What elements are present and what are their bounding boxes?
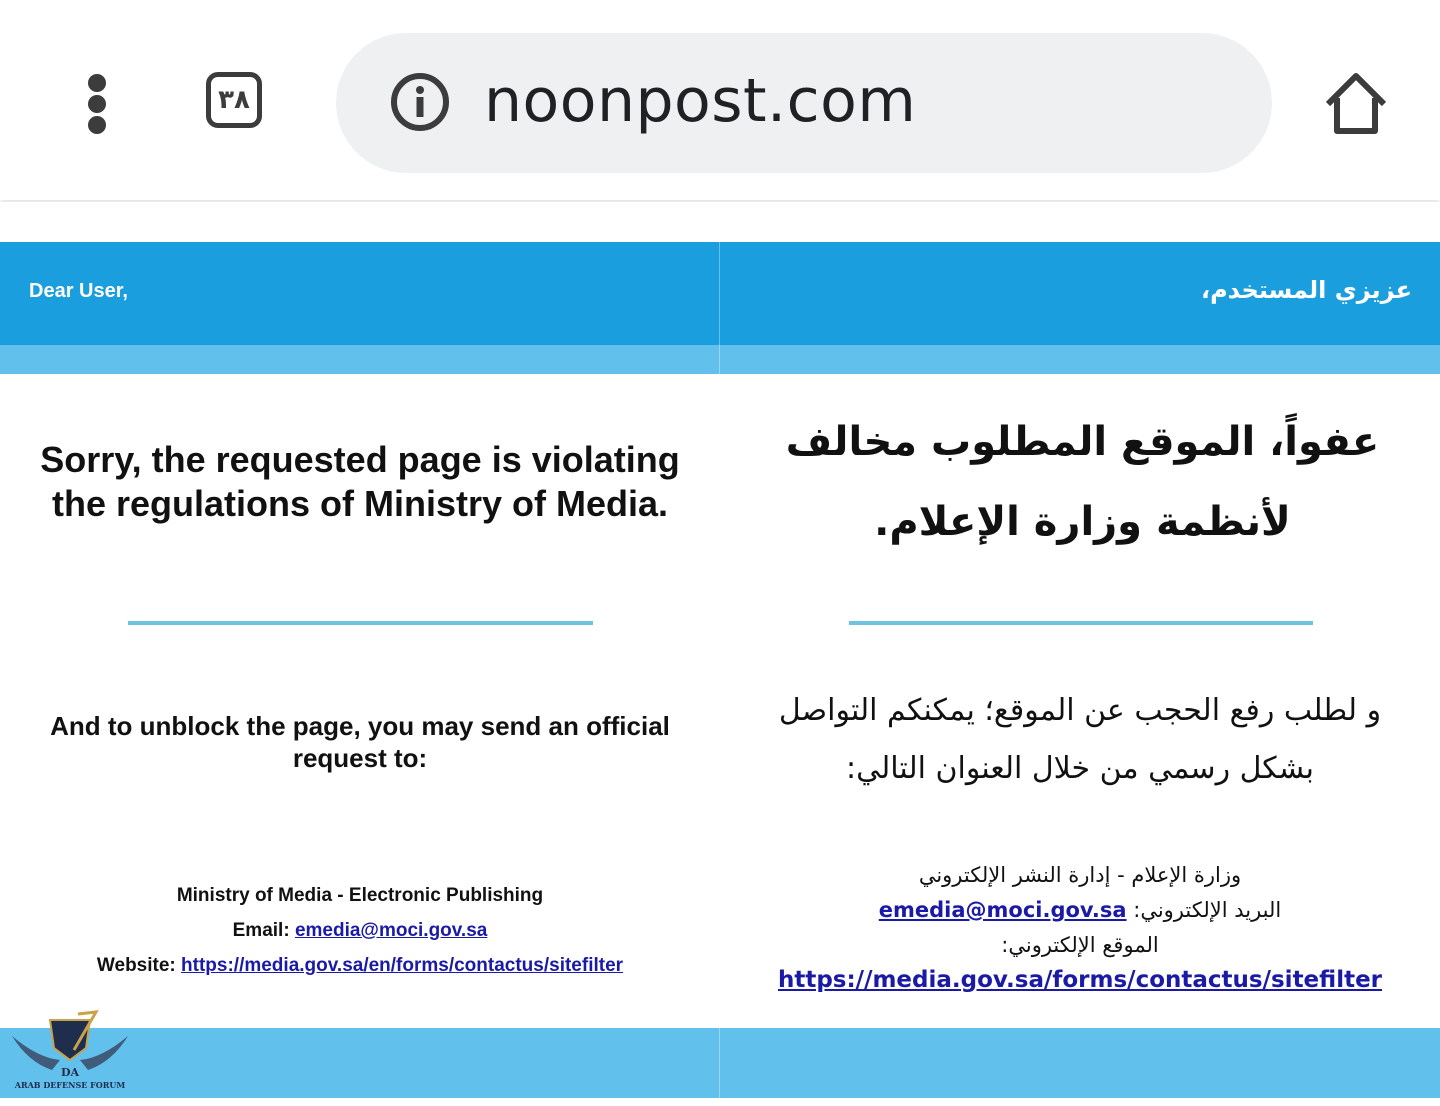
email-row-arabic	[760, 893, 1400, 928]
footer-band	[0, 1028, 1440, 1098]
page-top-spacer	[0, 202, 1440, 242]
forum-watermark-logo	[8, 1010, 132, 1106]
email-label-english: Email:	[232, 920, 295, 941]
website-link-arabic[interactable]: https://media.gov.sa/forms/contactus/sitefilter	[777, 967, 1383, 993]
tab-switcher-button[interactable]	[206, 72, 262, 128]
email-link-arabic[interactable]: emedia@moci.gov.sa	[878, 898, 1127, 922]
info-icon[interactable]	[390, 72, 450, 132]
divider-arabic	[849, 621, 1313, 625]
greeting-english: Dear User,	[29, 280, 128, 302]
contact-block-english	[30, 878, 690, 983]
watermark-name: ARAB DEFENSE FORUM	[14, 1080, 126, 1090]
divider-english	[128, 621, 593, 625]
website-row-english	[30, 948, 690, 983]
email-row-english	[30, 913, 690, 948]
website-label-english: Website:	[96, 955, 182, 976]
header-column-divider	[719, 242, 720, 374]
email-label-arabic: البريد الإلكتروني:	[1126, 898, 1282, 922]
department-arabic: وزارة الإعلام - إدارة النشر الإلكتروني	[918, 863, 1242, 887]
violation-heading-arabic: عفواً، الموقع المطلوب مخالف لأنظمة وزارة الإعلام.	[785, 419, 1380, 545]
unblock-text-arabic: و لطلب رفع الحجب عن الموقع؛ يمكنكم التواصل بشكل رسمي من خلال العنوان التالي:	[778, 693, 1382, 786]
watermark-initials: DA	[60, 1066, 80, 1079]
email-link-english[interactable]: emedia@moci.gov.sa	[294, 920, 488, 941]
browser-toolbar	[0, 0, 1440, 200]
more-options-icon[interactable]	[80, 72, 116, 136]
unblock-text-english: And to unblock the page, you may send an official request to:	[50, 711, 670, 773]
url-text[interactable]: noonpost.com	[484, 66, 917, 136]
header-sub-band	[0, 345, 1440, 374]
website-link-english[interactable]: https://media.gov.sa/en/forms/contactus/sitefilter	[181, 955, 624, 976]
tab-count: ٣٨	[218, 85, 250, 115]
department-english: Ministry of Media - Electronic Publishing	[176, 885, 544, 906]
contact-block-arabic	[760, 858, 1400, 998]
home-icon[interactable]	[1320, 68, 1392, 140]
violation-heading-english: Sorry, the requested page is violating the regulations of Ministry of Media.	[40, 439, 680, 524]
website-label-arabic: الموقع الإلكتروني:	[1001, 933, 1159, 957]
greeting-arabic: عزيزي المستخدم،	[1200, 276, 1412, 304]
footer-column-divider	[719, 1028, 720, 1098]
